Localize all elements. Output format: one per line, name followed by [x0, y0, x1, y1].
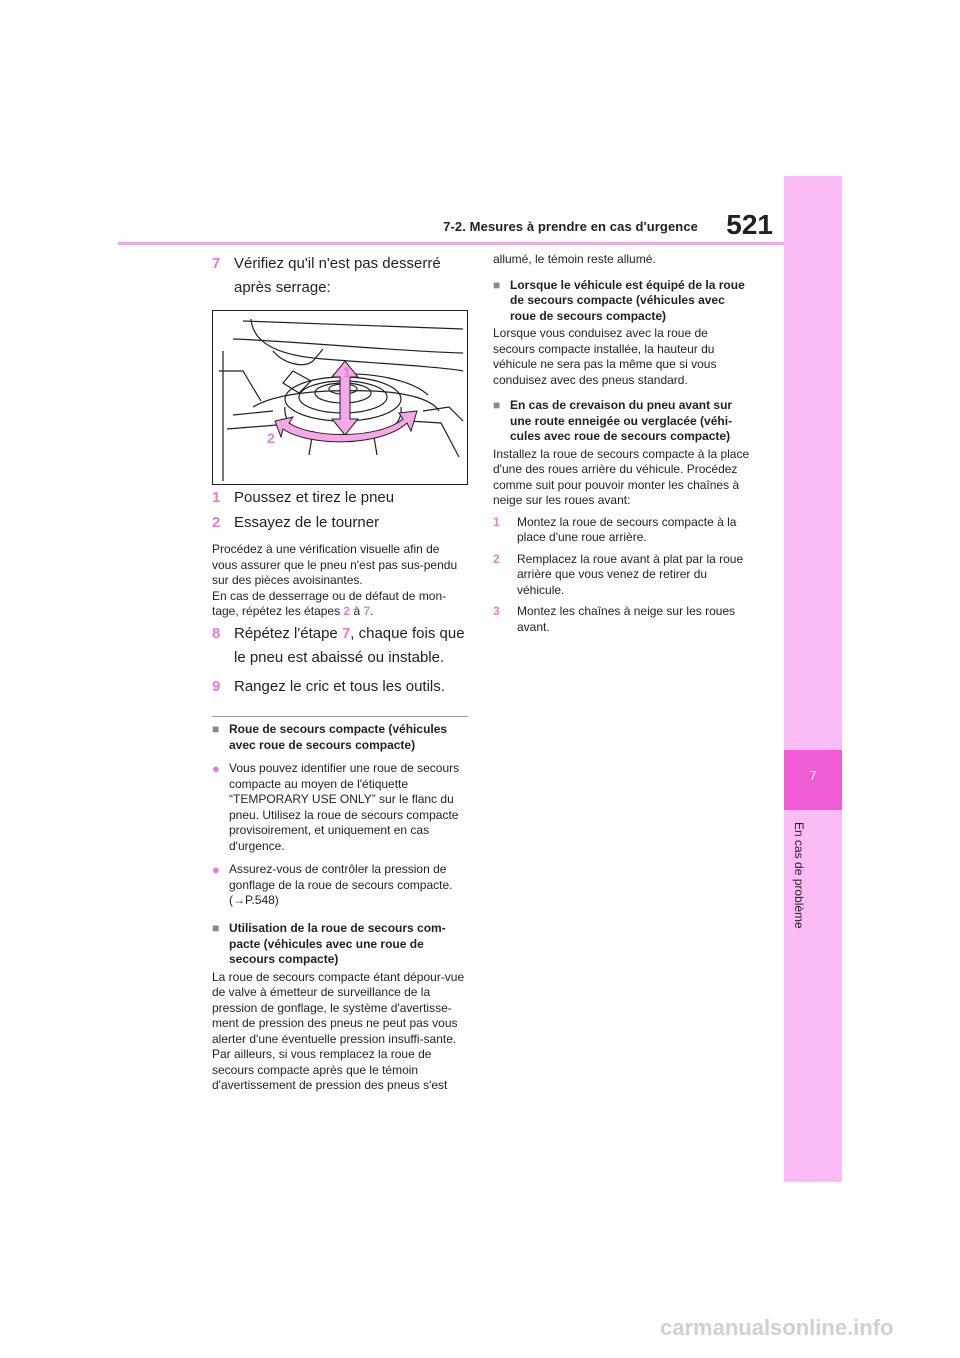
chapter-tab	[784, 176, 842, 1182]
paragraph-check	[212, 542, 468, 620]
spare-tire-drawing	[213, 311, 467, 484]
list-item	[493, 552, 751, 599]
watermark: carmanualsonline.info	[660, 1315, 894, 1340]
step-ref: 7	[363, 604, 371, 618]
bullet-item	[212, 761, 468, 854]
list-number: 3	[493, 604, 500, 618]
bullet-item	[212, 862, 468, 909]
text: Lorsque le véhicule est équipé de la roue de secours compacte (véhicules avec roue de secours compacte)	[510, 277, 745, 323]
step-7	[212, 252, 482, 300]
spare-tire-illustration	[212, 310, 468, 485]
text: , chaque fois que le pneu est abaissé ou instable.	[234, 625, 465, 666]
substep-2	[212, 511, 482, 535]
step-8	[212, 622, 474, 670]
list-number: 1	[493, 514, 500, 529]
chapter-number: 7	[809, 768, 817, 783]
continued-text: allumé, le témoin reste allumé.	[493, 252, 656, 266]
list-item	[493, 604, 751, 635]
list-number: 2	[493, 551, 500, 566]
round-bullet-icon: ●	[212, 761, 220, 776]
step-text	[234, 622, 470, 670]
section-title: 7-2. Mesures à prendre en cas d'urgence	[443, 219, 698, 234]
round-bullet-icon: ●	[212, 862, 220, 877]
paragraph-line	[212, 589, 468, 620]
text: En cas de crevaison du pneu avant sur une route enneigée ou verglacée (véhi-cules avec roue de secours compacte)	[510, 398, 733, 443]
figure-label-2: 2	[267, 430, 275, 446]
figure-label-1: 1	[343, 364, 351, 380]
text: Remplacez la roue avant à plat par la roue arrière que vous venez de retirer du véhicule.	[517, 551, 744, 597]
text: Montez la roue de secours compacte à la place d'une roue arrière.	[517, 514, 737, 544]
substep-number: 1	[212, 489, 221, 506]
substep-number: 2	[212, 514, 221, 531]
list-item	[493, 515, 751, 546]
note-body: Installez la roue de secours compacte à la place d'une des roues arrière du véhicule. Procédez comme suit pour pouvoir monter les chaînes à neige sur les roues avant:	[493, 446, 750, 507]
substep-1	[212, 486, 482, 510]
step-number: 8	[212, 625, 221, 642]
square-bullet-icon: ■	[212, 921, 220, 935]
text: à	[350, 604, 364, 618]
square-bullet-icon: ■	[493, 398, 501, 412]
text: .	[370, 604, 374, 618]
chapter-label: En cas de problème	[792, 822, 806, 929]
square-bullet-icon: ■	[212, 722, 220, 736]
note-body: Lorsque vous conduisez avec la roue de secours compacte installée, la hauteur du véhicule ne sera pas la même que si vous conduisez avec des pneus standard.	[493, 326, 717, 387]
text: Vous pouvez identifier une roue de secours compacte au moyen de l'étiquette “TEMPORARY USE ONLY” sur le flanc du pneu. Utilisez la roue de secours compacte provisoirement, et uniquement en cas d'urgence.	[229, 761, 460, 853]
note-heading	[212, 722, 468, 753]
text: Roue de secours compacte (véhicules avec roue de secours compacte)	[229, 722, 448, 752]
page-number: 521	[726, 209, 773, 240]
square-bullet-icon: ■	[493, 277, 501, 292]
text: Assurez-vous de contrôler la pression de gonflage de la roue de secours compacte. (→P.548)	[229, 862, 453, 907]
divider	[212, 716, 468, 717]
step-number: 7	[212, 255, 221, 272]
note-heading	[212, 921, 468, 968]
step-number: 9	[212, 678, 221, 695]
substep-text: Poussez et tirez le pneu	[234, 489, 395, 506]
step-ref: 7	[341, 625, 351, 642]
header-rule	[118, 242, 786, 245]
text: En cas de desserrage ou de défaut de mon-tage, répétez les étapes	[212, 588, 447, 618]
step-text: Rangez le cric et tous les outils.	[234, 678, 445, 695]
note-compact-spare	[212, 722, 468, 909]
step-text: Vérifiez qu'il n'est pas desserré après serrage:	[234, 255, 441, 296]
note-compact-usage	[212, 921, 468, 1094]
note-body: La roue de secours compacte étant dépour-vue de valve à émetteur de surveillance de la pression de gonflage, le système d'avertisse-ment de pression des pneus ne peut pas vous alerter d'une éventuelle pression insuffi-sante. Par ailleurs, si vous remplacez la roue de secours compacte après que le témoin d'avertissement de pression des pneus s'est	[212, 969, 465, 1092]
right-column	[493, 252, 751, 635]
paragraph-line: Procédez à une vérification visuelle afin de vous assurer que le pneu n'est pas sus-pendu sur des pièces avoisinantes.	[212, 542, 458, 587]
note-heading	[493, 278, 751, 325]
substep-text: Essayez de le tourner	[234, 514, 380, 531]
step-9	[212, 675, 482, 699]
text: Montez les chaînes à neige sur les roues avant.	[517, 604, 736, 634]
text: Utilisation de la roue de secours com-pacte (véhicules avec une roue de secours compacte)	[229, 921, 446, 966]
step-ref: 2	[343, 604, 351, 618]
note-heading	[493, 398, 751, 445]
text: Répétez l'étape	[234, 625, 342, 642]
